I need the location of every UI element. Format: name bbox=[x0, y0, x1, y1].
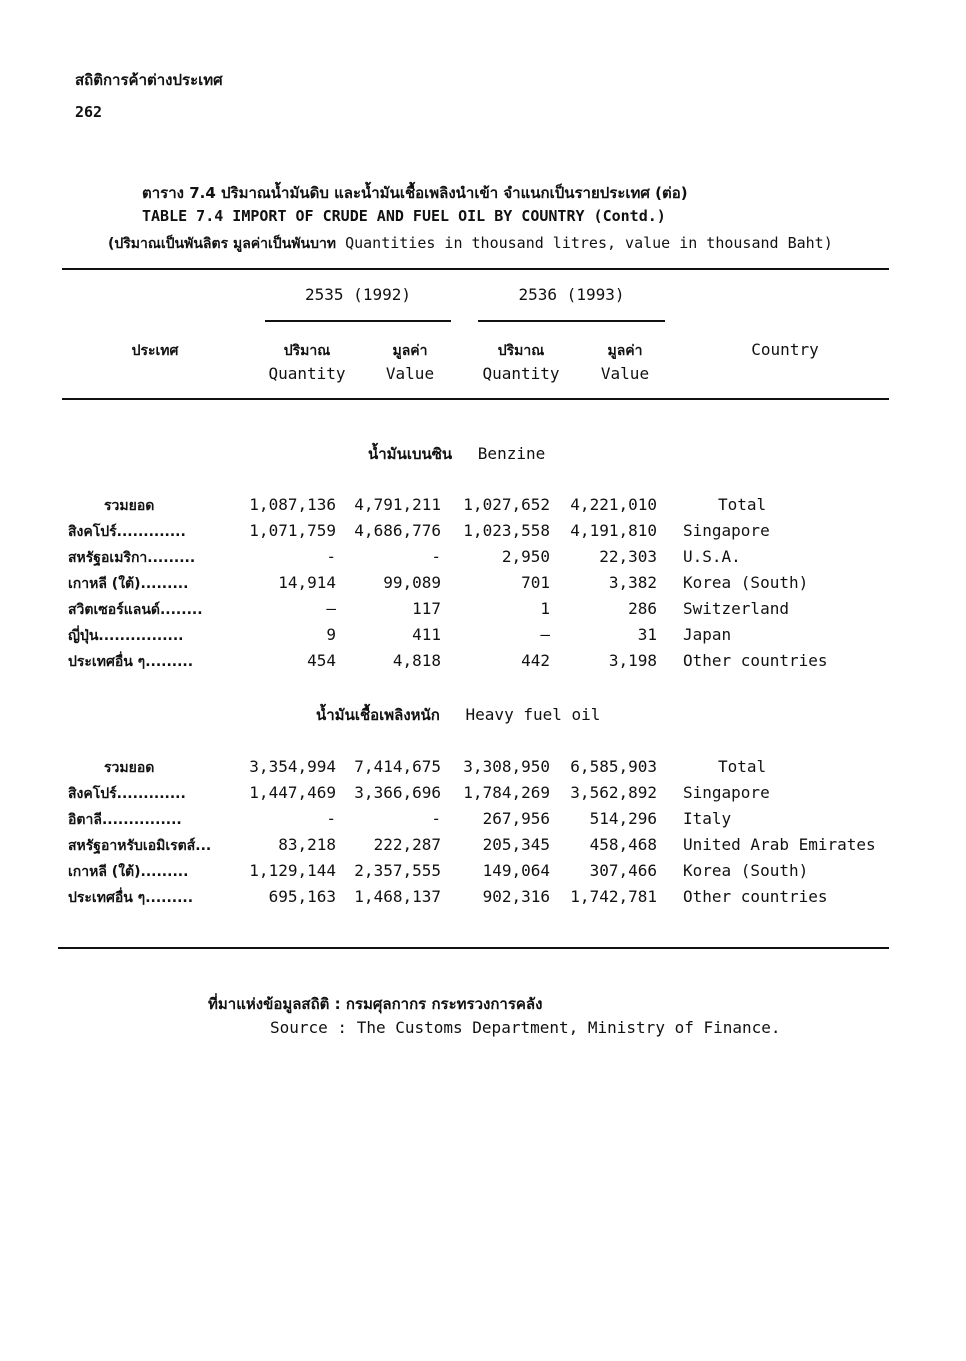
top-rule bbox=[62, 268, 889, 270]
country-english: Italy bbox=[683, 809, 732, 828]
value-1993: 307,466 bbox=[589, 861, 657, 880]
qty-1993: 1,784,269 bbox=[463, 783, 550, 802]
value-1993: 458,468 bbox=[589, 835, 657, 854]
qty-1992: - bbox=[326, 809, 336, 828]
country-thai: สิงคโปร์............. bbox=[68, 524, 186, 540]
units-english: Quantities in thousand litres, value in thousand Baht) bbox=[345, 234, 833, 252]
val-header-english-1: Value bbox=[385, 364, 435, 383]
country-thai: รวมยอด bbox=[104, 760, 155, 776]
country-english: Total bbox=[718, 757, 767, 776]
country-thai: เกาหลี (ใต้)......... bbox=[68, 864, 189, 880]
value-1993: 3,562,892 bbox=[570, 783, 657, 802]
country-thai: เกาหลี (ใต้)......... bbox=[68, 576, 189, 592]
section-title-heavy-fuel-oil bbox=[316, 703, 600, 727]
country-english: Other countries bbox=[683, 651, 828, 670]
year-underline-1992 bbox=[265, 320, 451, 322]
value-1992: 1,468,137 bbox=[354, 887, 441, 906]
val-header-thai-1: มูลค่า bbox=[392, 343, 428, 359]
value-1993: 3,198 bbox=[608, 651, 657, 670]
value-1992: 222,287 bbox=[373, 835, 441, 854]
section-title-english: Heavy fuel oil bbox=[465, 705, 601, 724]
qty-1993: 1,023,558 bbox=[463, 521, 550, 540]
qty-header-thai-2: ปริมาณ bbox=[497, 343, 545, 359]
source-thai: ที่มาแห่งข้อมูลสถิติ : กรมศุลกากร กระทรวงการคลัง bbox=[208, 995, 543, 1013]
units-thai: (ปริมาณเป็นพันลิตร มูลค่าเป็นพันบาท bbox=[108, 236, 337, 252]
value-1992: - bbox=[431, 547, 441, 566]
value-1993: 4,191,810 bbox=[570, 521, 657, 540]
qty-1992: 9 bbox=[326, 625, 336, 644]
country-english: Korea (South) bbox=[683, 573, 809, 592]
country-english: United Arab Emirates bbox=[683, 835, 876, 854]
value-1992: - bbox=[431, 809, 441, 828]
year-header-1992: 2535 (1992) bbox=[305, 285, 411, 304]
country-english: Korea (South) bbox=[683, 861, 809, 880]
year-header-1993: 2536 (1993) bbox=[518, 285, 625, 304]
val-header-english-2: Value bbox=[600, 364, 650, 383]
section-title-thai: น้ำมันเบนซิน bbox=[368, 445, 453, 463]
value-1993: 286 bbox=[628, 599, 657, 618]
qty-1992: 1,129,144 bbox=[249, 861, 336, 880]
section-title-benzine bbox=[368, 442, 545, 466]
qty-1992: — bbox=[326, 599, 336, 618]
qty-header-thai-1: ปริมาณ bbox=[283, 343, 331, 359]
country-thai: สวิตเซอร์แลนด์........ bbox=[68, 602, 203, 618]
value-1993: 6,585,903 bbox=[570, 757, 657, 776]
country-thai: รวมยอด bbox=[104, 498, 155, 514]
year-underline-1993 bbox=[478, 320, 665, 322]
qty-1993: 149,064 bbox=[482, 861, 550, 880]
qty-1993: 1 bbox=[540, 599, 550, 618]
country-english: Singapore bbox=[683, 783, 770, 802]
source-english: Source : The Customs Department, Ministry of Finance. bbox=[270, 1018, 781, 1037]
qty-1993: 701 bbox=[521, 573, 550, 592]
qty-1993: 3,308,950 bbox=[463, 757, 550, 776]
country-thai: สหรัฐอเมริกา......... bbox=[68, 550, 196, 566]
value-1993: 22,303 bbox=[599, 547, 657, 566]
qty-1993: — bbox=[540, 625, 550, 644]
qty-1992: 14,914 bbox=[278, 573, 336, 592]
qty-1993: 902,316 bbox=[482, 887, 550, 906]
country-english: Switzerland bbox=[683, 599, 789, 618]
country-header-english: Country bbox=[751, 340, 819, 359]
qty-1992: 83,218 bbox=[278, 835, 336, 854]
value-1992: 99,089 bbox=[383, 573, 441, 592]
country-english: Japan bbox=[683, 625, 732, 644]
value-1993: 1,742,781 bbox=[570, 887, 657, 906]
qty-1993: 205,345 bbox=[482, 835, 550, 854]
header-rule bbox=[62, 398, 889, 400]
value-1993: 514,296 bbox=[589, 809, 657, 828]
value-1992: 7,414,675 bbox=[354, 757, 441, 776]
section-title-english: Benzine bbox=[477, 444, 546, 463]
page-number: 262 bbox=[75, 103, 103, 121]
value-1993: 3,382 bbox=[608, 573, 657, 592]
qty-1992: 454 bbox=[307, 651, 336, 670]
qty-1992: 1,071,759 bbox=[249, 521, 336, 540]
qty-1992: 3,354,994 bbox=[249, 757, 336, 776]
country-thai: สิงคโปร์............. bbox=[68, 786, 186, 802]
table-title-english: TABLE 7.4 IMPORT OF CRUDE AND FUEL OIL BY COUNTRY (Contd.) bbox=[142, 207, 666, 225]
value-1993: 4,221,010 bbox=[570, 495, 657, 514]
value-1992: 117 bbox=[412, 599, 441, 618]
val-header-thai-2: มูลค่า bbox=[607, 343, 643, 359]
value-1992: 4,818 bbox=[392, 651, 441, 670]
qty-1992: - bbox=[326, 547, 336, 566]
country-english: Singapore bbox=[683, 521, 770, 540]
value-1992: 4,686,776 bbox=[354, 521, 441, 540]
value-1992: 4,791,211 bbox=[354, 495, 441, 514]
country-header-thai: ประเทศ bbox=[131, 343, 179, 359]
value-1993: 31 bbox=[637, 625, 657, 644]
qty-1993: 442 bbox=[521, 651, 550, 670]
qty-1992: 695,163 bbox=[268, 887, 336, 906]
country-thai: ประเทศอื่น ๆ......... bbox=[68, 890, 194, 906]
qty-1993: 2,950 bbox=[501, 547, 550, 566]
qty-header-english-2: Quantity bbox=[482, 364, 560, 383]
country-thai: ญี่ปุ่น................ bbox=[68, 628, 184, 644]
country-thai: อิตาลี............... bbox=[68, 812, 182, 828]
table-title-thai: ตาราง 7.4 ปริมาณน้ำมันดิบ และน้ำมันเชื้อเพลิงนำเข้า จำแนกเป็นรายประเทศ (ต่อ) bbox=[142, 184, 688, 202]
country-english: U.S.A. bbox=[683, 547, 741, 566]
country-thai: ประเทศอื่น ๆ......... bbox=[68, 654, 194, 670]
country-english: Other countries bbox=[683, 887, 828, 906]
country-english: Total bbox=[718, 495, 767, 514]
bottom-rule bbox=[58, 947, 889, 949]
section-title-thai: น้ำมันเชื้อเพลิงหนัก bbox=[316, 706, 440, 724]
qty-1992: 1,447,469 bbox=[249, 783, 336, 802]
qty-1993: 267,956 bbox=[482, 809, 550, 828]
qty-1992: 1,087,136 bbox=[249, 495, 336, 514]
qty-header-english-1: Quantity bbox=[268, 364, 346, 383]
table-units-caption bbox=[108, 233, 833, 255]
country-thai: สหรัฐอาหรับเอมิเรตส์... bbox=[68, 838, 212, 854]
value-1992: 2,357,555 bbox=[354, 861, 441, 880]
value-1992: 3,366,696 bbox=[354, 783, 441, 802]
running-title: สถิติการค้าต่างประเทศ bbox=[75, 71, 223, 89]
qty-1993: 1,027,652 bbox=[463, 495, 550, 514]
value-1992: 411 bbox=[412, 625, 441, 644]
